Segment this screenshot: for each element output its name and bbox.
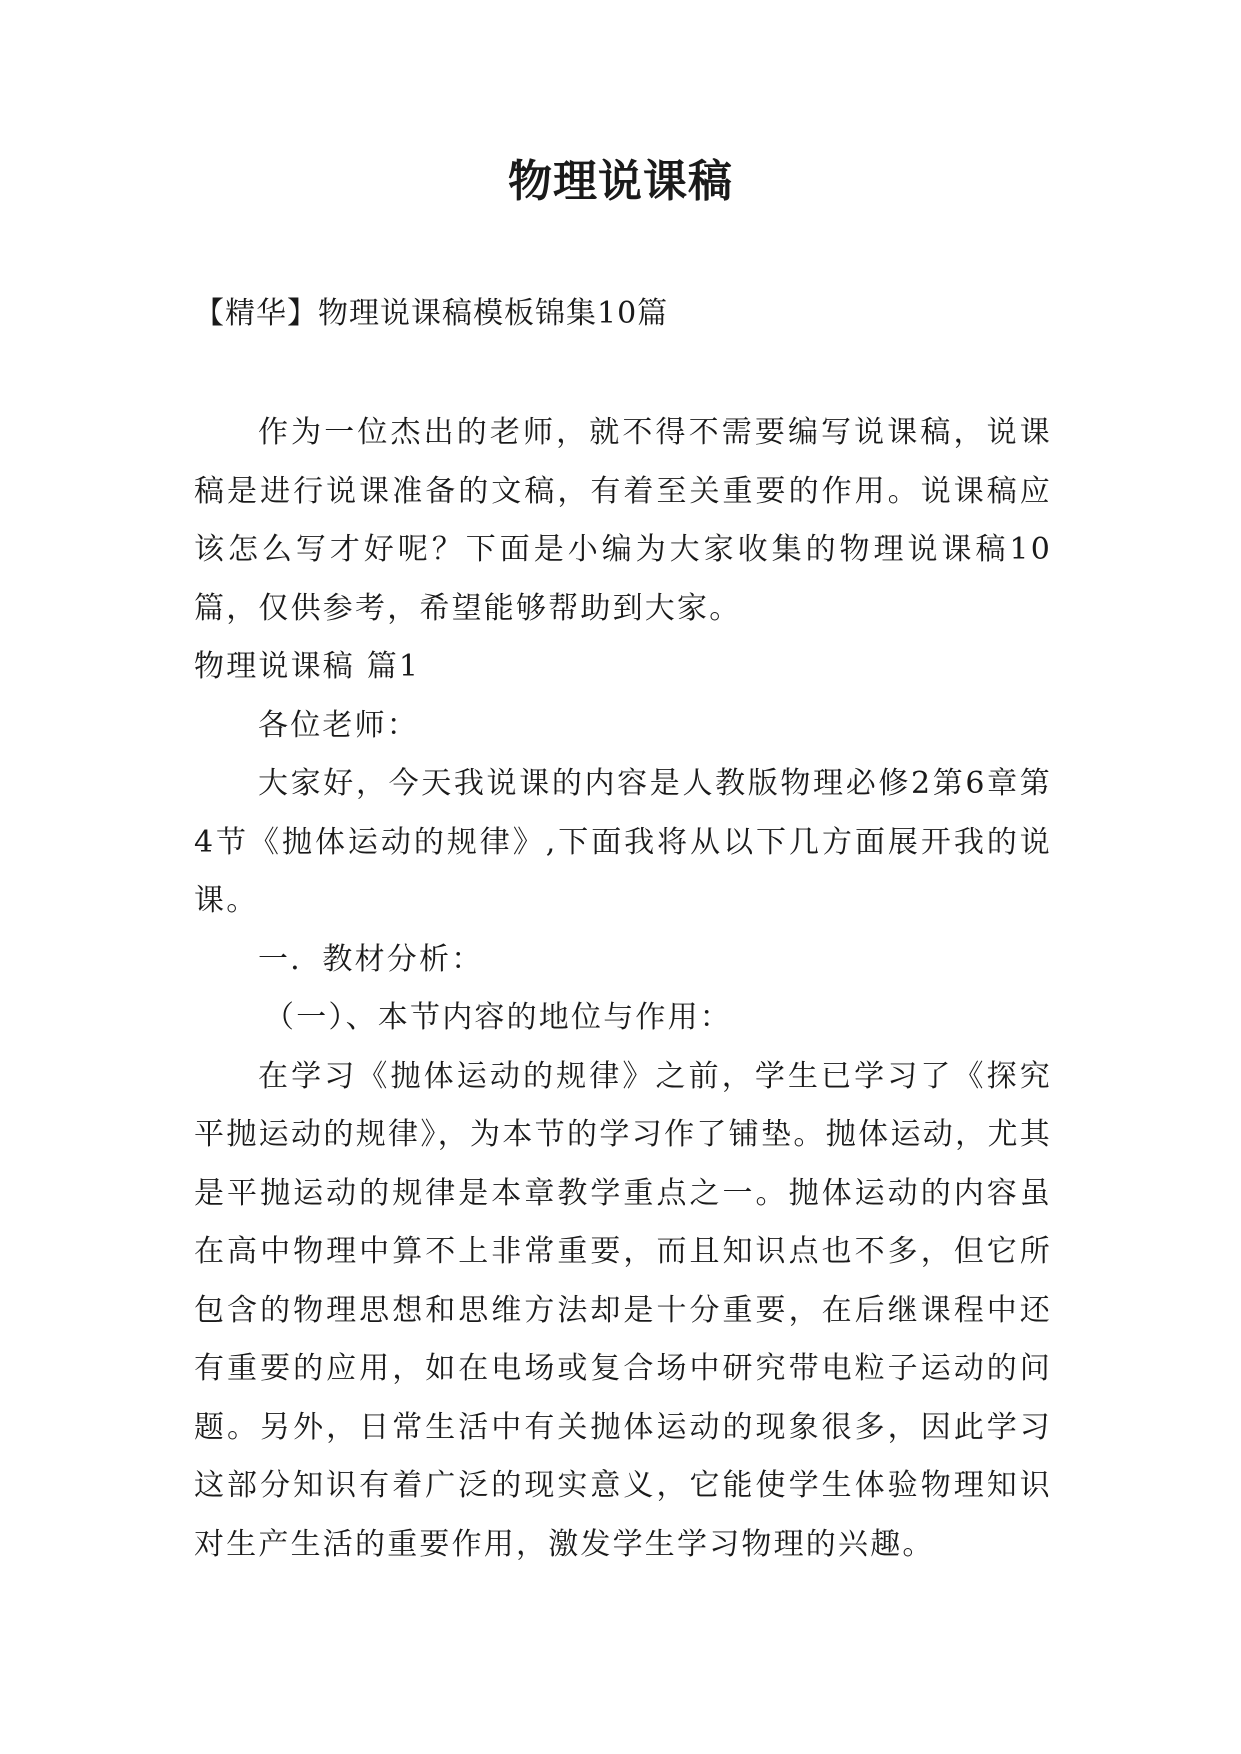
salutation: 各位老师： <box>258 707 419 743</box>
section-heading: 物理说课稿 篇1 <box>194 649 421 684</box>
opening-paragraph: 大家好，今天我说课的内容是人教版物理必修2第6章第4节《抛体运动的规律》,下面我将从以下几方面展开我的说课。 <box>194 766 1052 918</box>
analysis-paragraph: 在学习《抛体运动的规律》之前，学生已学习了《探究平抛运动的规律》，为本节的学习作了铺垫。抛体运动，尤其是平抛运动的规律是本章教学重点之一。抛体运动的内容虽在高中物理中算不上非常重要，而且知识点也不多，但它所包含的物理思想和思维方法却是十分重要，在后继课程中还有重要的应用，如在电场或复合场中研究带电粒子运动的问题。另外，日常生活中有关抛体运动的现象很多，因此学习这部分知识有着广泛的现实意义，它能使学生体验物理知识对生产生活的重要作用，激发学生学习物理的兴趣。 <box>194 1058 1052 1562</box>
document-body <box>194 404 1052 1574</box>
intro-paragraph: 作为一位杰出的老师，就不得不需要编写说课稿，说课稿是进行说课准备的文稿，有着至关重要的作用。说课稿应该怎么写才好呢？下面是小编为大家收集的物理说课稿10篇，仅供参考，希望能够帮助到大家。 <box>194 415 1052 626</box>
outline-heading-1: 一．教材分析： <box>258 941 484 977</box>
document-subtitle: 【精华】物理说课稿模板锦集10篇 <box>194 296 669 331</box>
document-title: 物理说课稿 <box>508 156 733 207</box>
outline-subheading-1: （一）、本节内容的地位与作用： <box>264 1000 732 1035</box>
